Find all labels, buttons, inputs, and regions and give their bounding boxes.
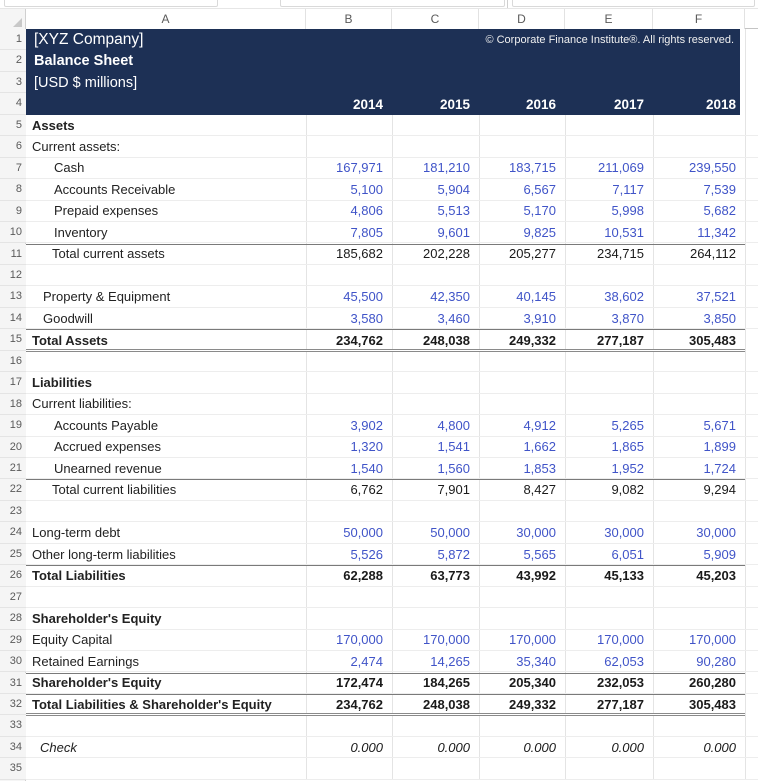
- row-header-3[interactable]: 3: [0, 72, 26, 93]
- row-header-13[interactable]: 13: [0, 286, 26, 307]
- row-header-14[interactable]: 14: [0, 308, 26, 329]
- sheet-row-5: [26, 115, 758, 136]
- column-header-a[interactable]: A: [26, 9, 306, 29]
- sheet-row-12: [26, 265, 758, 286]
- cell-e-7[interactable]: 211,069: [597, 160, 644, 176]
- cell-b-9[interactable]: 4,806: [350, 203, 383, 219]
- cell-a-11[interactable]: Total current assets: [52, 246, 165, 262]
- cell-a-20[interactable]: Accrued expenses: [54, 439, 161, 455]
- cell-a-10[interactable]: Inventory: [54, 224, 108, 240]
- cell-c-31[interactable]: 184,265: [423, 675, 470, 691]
- cell-e-13[interactable]: 38,602: [604, 289, 644, 305]
- cell-c-32[interactable]: 248,038: [423, 697, 470, 713]
- cell-d-19[interactable]: 4,912: [523, 417, 556, 433]
- cell-c-29[interactable]: 170,000: [423, 632, 470, 648]
- title-banner: [26, 29, 740, 50]
- cell-c-15[interactable]: 248,038: [423, 332, 470, 348]
- cell-d-7[interactable]: 183,715: [509, 160, 556, 176]
- row-header-29[interactable]: 29: [0, 630, 26, 651]
- cell-f-7[interactable]: 239,550: [689, 160, 736, 176]
- cell-c-14[interactable]: 3,460: [437, 310, 470, 326]
- cell-a-25[interactable]: Other long-term liabilities: [32, 546, 176, 562]
- sheet-row-11: [26, 244, 758, 265]
- cell-c-26[interactable]: 63,773: [430, 567, 470, 583]
- cell-b-31[interactable]: 172,474: [336, 675, 383, 691]
- cell-f-31[interactable]: 260,280: [689, 675, 736, 691]
- row-header-5[interactable]: 5: [0, 115, 26, 136]
- cell-f-13[interactable]: 37,521: [696, 289, 736, 305]
- statement-title: Balance Sheet: [34, 53, 134, 70]
- sheet-row-10: [26, 222, 758, 243]
- row-header-34[interactable]: 34: [0, 737, 26, 758]
- row-header-7[interactable]: 7: [0, 158, 26, 179]
- row-header-35[interactable]: 35: [0, 758, 26, 779]
- copyright-notice: © Corporate Finance Institute®. All rights reserved.: [485, 33, 734, 46]
- sheet-row-35: [26, 758, 758, 779]
- cell-b-15[interactable]: 234,762: [336, 332, 383, 348]
- row-header-18[interactable]: 18: [0, 394, 26, 415]
- sheet-row-27: [26, 587, 758, 608]
- row-header-gutter: [0, 29, 26, 781]
- row-header-20[interactable]: 20: [0, 437, 26, 458]
- total-rule-top: [26, 673, 745, 674]
- cell-d-10[interactable]: 9,825: [523, 224, 556, 240]
- cell-c-25[interactable]: 5,872: [437, 546, 470, 562]
- row-header-21[interactable]: 21: [0, 458, 26, 479]
- sheet-row-33: [26, 715, 758, 736]
- cell-d-26[interactable]: 43,992: [516, 567, 556, 583]
- sheet-row-17: [26, 372, 758, 393]
- cell-a-22[interactable]: Total current liabilities: [52, 482, 177, 498]
- cell-c-34[interactable]: 0.000: [437, 739, 470, 755]
- cell-b-25[interactable]: 5,526: [350, 546, 383, 562]
- cell-e-9[interactable]: 5,998: [611, 203, 644, 219]
- row-header-26[interactable]: 26: [0, 565, 26, 586]
- sheet-row-26: [26, 565, 758, 586]
- title-banner: [26, 72, 740, 93]
- cell-c-21[interactable]: 1,560: [437, 460, 470, 476]
- sheet-row-6: [26, 136, 758, 157]
- column-header-e[interactable]: E: [565, 9, 653, 29]
- cell-b-20[interactable]: 1,320: [350, 439, 383, 455]
- cell-f-20[interactable]: 1,899: [703, 439, 736, 455]
- sheet-row-3: [26, 72, 758, 93]
- year-header-c[interactable]: 2015: [439, 96, 470, 112]
- cell-e-8[interactable]: 7,117: [612, 181, 644, 197]
- cell-e-14[interactable]: 3,870: [611, 310, 644, 326]
- cell-a-8[interactable]: Accounts Receivable: [54, 181, 176, 197]
- cell-c-30[interactable]: 14,265: [430, 653, 470, 669]
- cell-e-15[interactable]: 277,187: [597, 332, 644, 348]
- sheet-row-32: [26, 694, 758, 715]
- row-header-1[interactable]: 1: [0, 29, 26, 50]
- cell-c-22[interactable]: 7,901: [437, 482, 470, 498]
- row-header-12[interactable]: 12: [0, 265, 26, 286]
- row-header-15[interactable]: 15: [0, 329, 26, 350]
- cell-a-13[interactable]: Property & Equipment: [43, 289, 171, 305]
- cell-a-24[interactable]: Long-term debt: [32, 525, 121, 541]
- cell-a-28[interactable]: Shareholder's Equity: [32, 610, 162, 626]
- sheet-row-25: [26, 544, 758, 565]
- sheet-row-13: [26, 286, 758, 307]
- sheet-row-8: [26, 179, 758, 200]
- sheet-row-19: [26, 415, 758, 436]
- select-all-triangle-icon: [13, 18, 22, 27]
- cell-a-17[interactable]: Liabilities: [32, 374, 92, 390]
- cell-b-24[interactable]: 50,000: [343, 525, 383, 541]
- cell-b-11[interactable]: 185,682: [336, 246, 383, 262]
- total-rule-top: [26, 244, 745, 245]
- cell-c-20[interactable]: 1,541: [437, 439, 470, 455]
- cell-b-13[interactable]: 45,500: [343, 289, 383, 305]
- cell-f-30[interactable]: 90,280: [696, 653, 736, 669]
- cell-d-29[interactable]: 170,000: [509, 632, 556, 648]
- row-header-4[interactable]: 4: [0, 93, 26, 114]
- cell-e-11[interactable]: 234,715: [597, 246, 644, 262]
- sheet-row-28: [26, 608, 758, 629]
- cell-a-5[interactable]: Assets: [32, 117, 75, 133]
- cell-a-26[interactable]: Total Liabilities: [32, 567, 126, 583]
- cell-f-15[interactable]: 305,483: [689, 332, 736, 348]
- total-rule-top: [26, 329, 745, 330]
- cell-e-32[interactable]: 277,187: [597, 697, 644, 713]
- cell-b-10[interactable]: 7,805: [350, 224, 383, 240]
- column-header-f[interactable]: F: [653, 9, 745, 29]
- cell-a-18[interactable]: Current liabilities:: [32, 396, 132, 412]
- cell-f-22[interactable]: 9,294: [703, 482, 736, 498]
- row-header-23[interactable]: 23: [0, 501, 26, 522]
- cell-f-9[interactable]: 5,682: [703, 203, 736, 219]
- cell-b-32[interactable]: 234,762: [336, 697, 383, 713]
- sheet-row-15: [26, 329, 758, 350]
- cell-b-21[interactable]: 1,540: [350, 460, 383, 476]
- cell-a-29[interactable]: Equity Capital: [32, 632, 113, 648]
- ribbon-group-3: [512, 0, 755, 7]
- title-banner: [26, 50, 740, 71]
- select-all-corner[interactable]: [0, 9, 26, 29]
- sheet-row-7: [26, 158, 758, 179]
- cell-c-11[interactable]: 202,228: [423, 246, 470, 262]
- total-rule-top: [26, 694, 745, 695]
- cell-b-19[interactable]: 3,902: [350, 417, 383, 433]
- cell-a-34[interactable]: Check: [40, 739, 77, 755]
- cell-e-22[interactable]: 9,082: [611, 482, 644, 498]
- cell-d-32[interactable]: 249,332: [509, 697, 556, 713]
- cell-d-34[interactable]: 0.000: [523, 739, 556, 755]
- sheet-row-16: [26, 351, 758, 372]
- cell-a-7[interactable]: Cash: [54, 160, 85, 176]
- cell-c-13[interactable]: 42,350: [430, 289, 470, 305]
- cell-f-26[interactable]: 45,203: [696, 567, 736, 583]
- cell-b-26[interactable]: 62,288: [343, 567, 383, 583]
- sheet-row-31: [26, 673, 758, 694]
- year-header-b[interactable]: 2014: [352, 96, 383, 112]
- cell-e-21[interactable]: 1,952: [611, 460, 644, 476]
- cell-d-14[interactable]: 3,910: [523, 310, 556, 326]
- cell-b-30[interactable]: 2,474: [350, 653, 383, 669]
- units-label: [USD $ millions]: [34, 74, 138, 91]
- cell-f-34[interactable]: 0.000: [703, 739, 736, 755]
- column-header-d[interactable]: D: [479, 9, 565, 29]
- cell-d-15[interactable]: 249,332: [509, 332, 556, 348]
- cell-e-30[interactable]: 62,053: [604, 653, 644, 669]
- cell-f-24[interactable]: 30,000: [696, 525, 736, 541]
- cell-c-8[interactable]: 5,904: [437, 181, 470, 197]
- cell-c-19[interactable]: 4,800: [437, 417, 470, 433]
- cell-d-11[interactable]: 205,277: [509, 246, 556, 262]
- cell-d-20[interactable]: 1,662: [523, 439, 556, 455]
- cell-b-7[interactable]: 167,971: [336, 160, 383, 176]
- sheet-row-4: [26, 93, 758, 114]
- sheet-row-22: [26, 479, 758, 500]
- sheet-row-24: [26, 522, 758, 543]
- cell-e-25[interactable]: 6,051: [611, 546, 644, 562]
- company-name: [XYZ Company]: [34, 30, 144, 48]
- cell-e-31[interactable]: 232,053: [597, 675, 644, 691]
- sheet-row-9: [26, 201, 758, 222]
- row-header-32[interactable]: 32: [0, 694, 26, 715]
- cell-f-14[interactable]: 3,850: [703, 310, 736, 326]
- ribbon-group-1: [4, 0, 218, 7]
- cell-f-29[interactable]: 170,000: [689, 632, 736, 648]
- cell-e-19[interactable]: 5,265: [611, 417, 644, 433]
- ribbon-divider: [507, 0, 508, 8]
- cell-e-24[interactable]: 30,000: [604, 525, 644, 541]
- sheet-row-18: [26, 394, 758, 415]
- cell-b-34[interactable]: 0.000: [350, 739, 383, 755]
- total-rule-top: [26, 565, 745, 566]
- column-header-b[interactable]: B: [306, 9, 392, 29]
- cell-a-19[interactable]: Accounts Payable: [54, 417, 159, 433]
- sheet-row-34: [26, 737, 758, 758]
- cell-d-13[interactable]: 40,145: [516, 289, 556, 305]
- row-header-8[interactable]: 8: [0, 179, 26, 200]
- row-header-24[interactable]: 24: [0, 522, 26, 543]
- row-header-17[interactable]: 17: [0, 372, 26, 393]
- column-header-c[interactable]: C: [392, 9, 479, 29]
- cell-b-14[interactable]: 3,580: [350, 310, 383, 326]
- row-header-2[interactable]: 2: [0, 50, 26, 71]
- row-header-6[interactable]: 6: [0, 136, 26, 157]
- worksheet-grid[interactable]: [26, 29, 758, 781]
- cell-f-32[interactable]: 305,483: [689, 697, 736, 713]
- cell-f-8[interactable]: 7,539: [703, 181, 736, 197]
- sheet-row-30: [26, 651, 758, 672]
- row-header-16[interactable]: 16: [0, 351, 26, 372]
- row-header-27[interactable]: 27: [0, 587, 26, 608]
- cell-f-19[interactable]: 5,671: [703, 417, 736, 433]
- year-header-d[interactable]: 2016: [525, 96, 556, 112]
- cell-b-8[interactable]: 5,100: [350, 181, 383, 197]
- cell-a-9[interactable]: Prepaid expenses: [54, 203, 159, 219]
- cell-e-29[interactable]: 170,000: [597, 632, 644, 648]
- ribbon-group-2: [280, 0, 505, 7]
- cell-d-21[interactable]: 1,853: [523, 460, 556, 476]
- cell-a-21[interactable]: Unearned revenue: [54, 460, 162, 476]
- row-header-11[interactable]: 11: [0, 244, 26, 265]
- cell-b-29[interactable]: 170,000: [336, 632, 383, 648]
- cell-c-24[interactable]: 50,000: [430, 525, 470, 541]
- cell-e-34[interactable]: 0.000: [611, 739, 644, 755]
- cell-a-30[interactable]: Retained Earnings: [32, 653, 139, 669]
- row-header-10[interactable]: 10: [0, 222, 26, 243]
- cell-a-32[interactable]: Total Liabilities & Shareholder's Equity: [32, 697, 272, 713]
- row-header-25[interactable]: 25: [0, 544, 26, 565]
- cell-f-11[interactable]: 264,112: [689, 246, 736, 262]
- sheet-row-21: [26, 458, 758, 479]
- row-header-31[interactable]: 31: [0, 673, 26, 694]
- year-header-f[interactable]: 2018: [705, 96, 736, 112]
- cell-c-9[interactable]: 5,513: [437, 203, 470, 219]
- cell-e-10[interactable]: 10,531: [604, 224, 644, 240]
- cell-a-6[interactable]: Current assets:: [32, 138, 121, 154]
- cell-d-31[interactable]: 205,340: [509, 675, 556, 691]
- cell-f-21[interactable]: 1,724: [703, 460, 736, 476]
- cell-d-25[interactable]: 5,565: [523, 546, 556, 562]
- cell-d-9[interactable]: 5,170: [523, 203, 556, 219]
- cell-c-7[interactable]: 181,210: [423, 160, 470, 176]
- year-header-e[interactable]: 2017: [613, 96, 644, 112]
- sheet-row-23: [26, 501, 758, 522]
- row-header-19[interactable]: 19: [0, 415, 26, 436]
- cell-c-10[interactable]: 9,601: [437, 224, 470, 240]
- cell-d-22[interactable]: 8,427: [523, 482, 556, 498]
- sheet-row-2: [26, 50, 758, 71]
- year-header-banner: [26, 93, 740, 114]
- cell-e-26[interactable]: 45,133: [604, 567, 644, 583]
- cell-d-30[interactable]: 35,340: [516, 653, 556, 669]
- column-header-bar: [0, 9, 758, 29]
- cell-d-8[interactable]: 6,567: [523, 181, 556, 197]
- row-header-22[interactable]: 22: [0, 479, 26, 500]
- row-header-9[interactable]: 9: [0, 201, 26, 222]
- row-header-28[interactable]: 28: [0, 608, 26, 629]
- cell-d-24[interactable]: 30,000: [516, 525, 556, 541]
- cell-a-31[interactable]: Shareholder's Equity: [32, 675, 162, 691]
- cell-f-25[interactable]: 5,909: [703, 546, 736, 562]
- row-header-33[interactable]: 33: [0, 715, 26, 736]
- total-rule-top: [26, 479, 745, 480]
- cell-a-14[interactable]: Goodwill: [43, 310, 93, 326]
- cell-b-22[interactable]: 6,762: [350, 482, 383, 498]
- row-header-30[interactable]: 30: [0, 651, 26, 672]
- cell-f-10[interactable]: 11,342: [697, 224, 736, 240]
- cell-a-15[interactable]: Total Assets: [32, 332, 108, 348]
- sheet-row-14: [26, 308, 758, 329]
- sheet-row-20: [26, 437, 758, 458]
- sheet-row-29: [26, 630, 758, 651]
- ribbon-strip: [0, 0, 758, 9]
- cell-e-20[interactable]: 1,865: [611, 439, 644, 455]
- sheet-row-1: [26, 29, 758, 50]
